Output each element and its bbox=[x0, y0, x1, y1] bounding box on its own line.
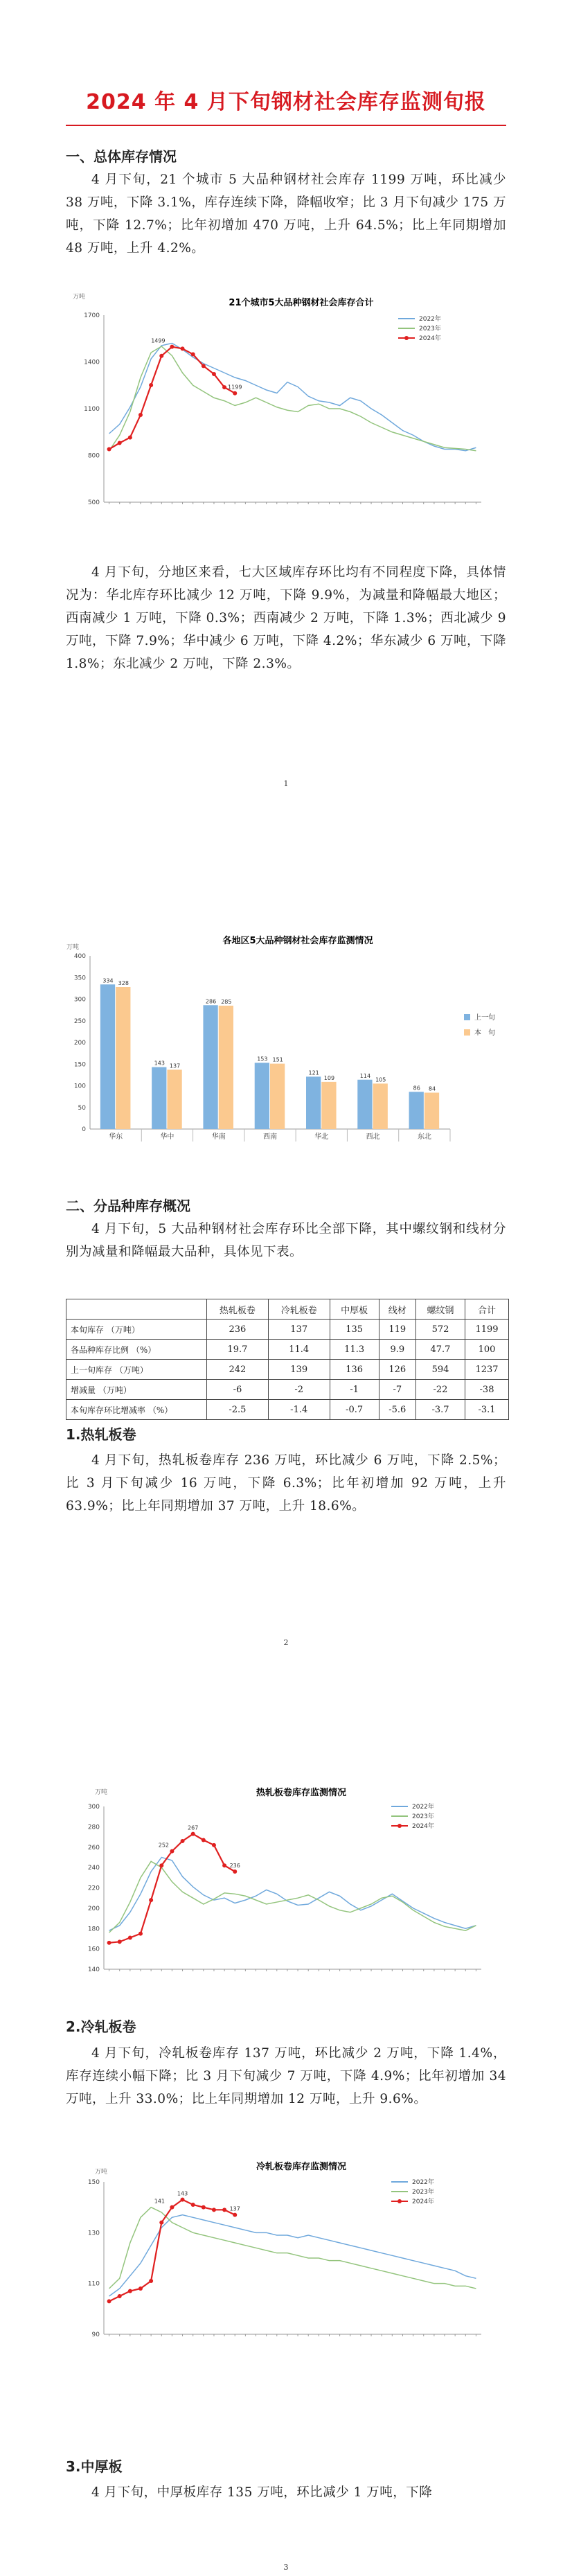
bar bbox=[409, 1092, 424, 1129]
series-point bbox=[128, 436, 132, 440]
y-tick-label: 280 bbox=[87, 1824, 100, 1831]
series-point bbox=[107, 2299, 111, 2303]
table-cell: 47.7 bbox=[415, 1340, 465, 1360]
table-cell: 100 bbox=[465, 1340, 509, 1360]
legend-label: 2023年 bbox=[412, 1813, 434, 1820]
series-point bbox=[138, 413, 143, 417]
title-divider bbox=[66, 125, 506, 126]
table-row-label: 本旬库存环比增减率 （%） bbox=[66, 1400, 207, 1420]
legend-label: 上一旬 bbox=[474, 1014, 495, 1022]
y-tick-label: 140 bbox=[87, 1966, 100, 1973]
page-number-3: 3 bbox=[283, 2563, 289, 2572]
table-cell: -3.1 bbox=[465, 1400, 509, 1420]
table-row-label: 增减量 （万吨） bbox=[66, 1380, 207, 1400]
table-header-cell: 线材 bbox=[379, 1299, 415, 1320]
bar bbox=[167, 1069, 181, 1129]
bar-value-label: 286 bbox=[205, 998, 217, 1005]
hot-rolled-chart bbox=[66, 1780, 509, 1995]
legend-label: 2024年 bbox=[412, 1823, 434, 1830]
bar bbox=[321, 1082, 336, 1129]
category-label: 西南 bbox=[263, 1133, 277, 1141]
category-label: 西北 bbox=[366, 1133, 380, 1141]
table-cell: 139 bbox=[268, 1360, 330, 1380]
plate-heading: 3.中厚板 bbox=[66, 2458, 123, 2475]
data-label: 252 bbox=[158, 1842, 170, 1849]
section1-para1: 4 月下旬，21 个城市 5 大品种钢材社会库存 1199 万吨，环比减少 38 万吨，下降 3.1%，库存连续下降，降幅收窄；比 3 月下旬减少 175 万吨，下降 12.7%；比年初增加 470 万吨，上升 64.5%；比上年同期增加 48 万吨，上升 4.2%。 bbox=[66, 172, 506, 256]
y-tick-label: 300 bbox=[73, 996, 86, 1004]
y-tick-label: 1700 bbox=[84, 312, 100, 319]
bar bbox=[219, 1006, 233, 1129]
legend-label: 2022年 bbox=[412, 2179, 434, 2186]
hot-rolled-para: 4 月下旬，热轧板卷库存 236 万吨，环比减少 6 万吨，下降 2.5%；比 3 月下旬减少 16 万吨，下降 6.3%；比年初增加 92 万吨，上升 63.9%；比上年同期增加 37 万吨，上升 18.6%。 bbox=[66, 1453, 506, 1513]
y-tick-label: 200 bbox=[73, 1040, 86, 1047]
legend-label: 本 旬 bbox=[474, 1029, 495, 1037]
y-tick-label: 220 bbox=[87, 1885, 100, 1892]
table-cell: 126 bbox=[379, 1360, 415, 1380]
cold-rolled-heading: 2.冷轧板卷 bbox=[66, 2018, 136, 2035]
category-label: 东北 bbox=[417, 1133, 431, 1141]
table-cell: 136 bbox=[330, 1360, 379, 1380]
y-tick-label: 0 bbox=[82, 1126, 86, 1133]
legend-label: 2023年 bbox=[412, 2189, 434, 2196]
bar-value-label: 105 bbox=[375, 1076, 386, 1083]
legend-label: 2022年 bbox=[419, 316, 441, 323]
series-point bbox=[170, 345, 174, 349]
legend-swatch bbox=[464, 1029, 470, 1036]
bar-value-label: 328 bbox=[118, 980, 129, 986]
data-label: 143 bbox=[177, 2190, 188, 2197]
chart3-ylabel: 万吨 bbox=[95, 1789, 108, 1796]
page-number-1: 1 bbox=[283, 779, 289, 788]
table-cell: 1199 bbox=[465, 1320, 509, 1340]
y-tick-label: 50 bbox=[78, 1104, 86, 1112]
section1-heading: 一、总体库存情况 bbox=[66, 148, 177, 165]
table-cell: 11.3 bbox=[330, 1340, 379, 1360]
series-point bbox=[128, 2289, 132, 2293]
series-point bbox=[233, 391, 237, 396]
legend-label: 2024年 bbox=[419, 335, 441, 342]
y-tick-label: 100 bbox=[73, 1083, 86, 1090]
series-line-1 bbox=[109, 346, 476, 451]
series-point bbox=[191, 352, 195, 356]
data-label: 267 bbox=[188, 1824, 199, 1831]
bar bbox=[152, 1067, 166, 1129]
page-number-2: 2 bbox=[283, 1638, 289, 1647]
chart2-ylabel: 万吨 bbox=[66, 944, 80, 951]
y-tick-label: 500 bbox=[87, 499, 100, 506]
series-point bbox=[181, 1839, 185, 1843]
y-tick-label: 200 bbox=[87, 1905, 100, 1912]
table-cell: -5.6 bbox=[379, 1400, 415, 1420]
legend-label: 2022年 bbox=[412, 1804, 434, 1811]
table-row-label: 本旬库存 （万吨） bbox=[66, 1320, 207, 1340]
bar bbox=[270, 1064, 285, 1129]
chart1-ylabel: 万吨 bbox=[73, 294, 86, 301]
data-label: 1499 bbox=[151, 337, 166, 344]
bar-value-label: 137 bbox=[169, 1063, 181, 1069]
table-cell: 19.7 bbox=[207, 1340, 269, 1360]
table-cell: 11.4 bbox=[268, 1340, 330, 1360]
table-cell: -2.5 bbox=[207, 1400, 269, 1420]
series-point bbox=[233, 1869, 237, 1874]
y-tick-label: 250 bbox=[73, 1018, 86, 1025]
table-header-cell: 螺纹钢 bbox=[415, 1299, 465, 1320]
table-header-cell: 合计 bbox=[465, 1299, 509, 1320]
series-point bbox=[118, 2294, 122, 2298]
series-point bbox=[170, 1849, 174, 1854]
table-row-label: 上一旬库存 （万吨） bbox=[66, 1360, 207, 1380]
legend-label: 2023年 bbox=[419, 326, 441, 332]
data-label: 137 bbox=[229, 2205, 240, 2212]
y-tick-label: 1400 bbox=[84, 359, 100, 366]
table-cell: -22 bbox=[415, 1380, 465, 1400]
series-point bbox=[128, 1935, 132, 1939]
table-cell: -1.4 bbox=[268, 1400, 330, 1420]
regional-inventory-chart bbox=[62, 928, 519, 1157]
table-cell: -2 bbox=[268, 1380, 330, 1400]
report-title: 2024 年 4 月下旬钢材社会库存监测旬报 bbox=[86, 90, 486, 114]
series-line-0 bbox=[109, 2215, 476, 2296]
table-cell: -38 bbox=[465, 1380, 509, 1400]
series-point bbox=[138, 1932, 143, 1936]
bar bbox=[255, 1063, 269, 1129]
y-tick-label: 160 bbox=[87, 1946, 100, 1953]
series-point bbox=[233, 2213, 237, 2217]
series-point bbox=[212, 1843, 216, 1847]
bar-value-label: 121 bbox=[308, 1069, 319, 1076]
bar bbox=[373, 1083, 388, 1129]
y-tick-label: 800 bbox=[87, 452, 100, 460]
table-cell: 236 bbox=[207, 1320, 269, 1340]
section2-para: 4 月下旬，5 大品种钢材社会库存环比全部下降，其中螺纹钢和线材分别为减量和降幅最大品种，具体见下表。 bbox=[66, 1222, 506, 1259]
table-cell: 135 bbox=[330, 1320, 379, 1340]
series-line-1 bbox=[109, 1861, 476, 1933]
legend-label: 2024年 bbox=[412, 2199, 434, 2205]
y-tick-label: 110 bbox=[87, 2280, 100, 2288]
section2-heading: 二、分品种库存概况 bbox=[66, 1198, 190, 1214]
y-tick-label: 260 bbox=[87, 1844, 100, 1851]
chart3-title: 热轧板卷库存监测情况 bbox=[256, 1788, 347, 1798]
series-point bbox=[118, 441, 122, 445]
series-point bbox=[191, 1832, 195, 1836]
series-point bbox=[222, 385, 226, 389]
inventory-table bbox=[66, 1299, 509, 1420]
data-label: 1199 bbox=[228, 384, 242, 391]
bar-value-label: 334 bbox=[102, 977, 114, 984]
series-point bbox=[118, 1939, 122, 1944]
series-point bbox=[212, 372, 216, 376]
chart4-title: 冷轧板卷库存监测情况 bbox=[256, 2162, 347, 2172]
table-row bbox=[66, 1340, 509, 1360]
table-cell: 572 bbox=[415, 1320, 465, 1340]
bar bbox=[116, 987, 130, 1129]
bar bbox=[100, 984, 115, 1129]
hot-rolled-heading: 1.热轧板卷 bbox=[66, 1426, 136, 1443]
cold-rolled-chart bbox=[66, 2154, 509, 2362]
table-cell: -0.7 bbox=[330, 1400, 379, 1420]
bar-value-label: 114 bbox=[359, 1072, 371, 1079]
series-point bbox=[138, 2286, 143, 2291]
category-label: 华东 bbox=[109, 1133, 123, 1141]
y-tick-label: 300 bbox=[87, 1804, 100, 1811]
y-tick-label: 240 bbox=[87, 1865, 100, 1872]
series-point bbox=[159, 2221, 163, 2225]
chart4-ylabel: 万吨 bbox=[95, 2169, 108, 2176]
table-header-cell: 热轧板卷 bbox=[207, 1299, 269, 1320]
section1-para2: 4 月下旬，分地区来看，七大区域库存环比均有不同程度下降，具体情况为：华北库存环比减少 12 万吨，下降 9.9%，为减量和降幅最大地区；西南减少 1 万吨，下降 0.3%；西南减少 2 万吨，下降 1.3%；西北减少 9 万吨，下降 7.9%；华中减少 6 万吨，下降 4.2%；华东减少 6 万吨，下降 1.8%；东北减少 2 万吨，下降 2.3%。 bbox=[66, 565, 506, 671]
bar-value-label: 86 bbox=[413, 1085, 420, 1092]
series-line-0 bbox=[109, 1857, 476, 1930]
table-header-cell: 冷轧板卷 bbox=[268, 1299, 330, 1320]
table-cell: -1 bbox=[330, 1380, 379, 1400]
series-point bbox=[181, 346, 185, 350]
chart1-title: 21个城市5大品种钢材社会库存合计 bbox=[229, 298, 374, 308]
series-point bbox=[202, 1838, 206, 1842]
y-tick-label: 150 bbox=[73, 1061, 86, 1069]
series-point bbox=[202, 364, 206, 368]
bar-value-label: 109 bbox=[323, 1074, 335, 1081]
legend-marker bbox=[404, 336, 409, 340]
total-inventory-chart bbox=[66, 287, 509, 544]
series-point bbox=[202, 2205, 206, 2210]
series-point bbox=[170, 2205, 174, 2210]
bar bbox=[203, 1005, 217, 1129]
data-label: 236 bbox=[229, 1863, 240, 1869]
table-cell: 119 bbox=[379, 1320, 415, 1340]
bar-value-label: 285 bbox=[221, 998, 232, 1005]
table-header-row bbox=[66, 1299, 509, 1320]
table-cell: 137 bbox=[268, 1320, 330, 1340]
chart2-title: 各地区5大品种钢材社会库存监测情况 bbox=[222, 936, 373, 946]
table-cell: 594 bbox=[415, 1360, 465, 1380]
category-label: 华中 bbox=[160, 1133, 175, 1141]
series-point bbox=[212, 2208, 216, 2212]
bar bbox=[306, 1076, 321, 1129]
legend-marker bbox=[397, 2199, 402, 2203]
table-header-cell bbox=[66, 1299, 207, 1320]
table-row bbox=[66, 1400, 509, 1420]
series-line-0 bbox=[109, 344, 476, 451]
table-cell: -6 bbox=[207, 1380, 269, 1400]
legend-marker bbox=[397, 1824, 402, 1828]
bar bbox=[424, 1093, 439, 1130]
bar bbox=[357, 1080, 372, 1129]
series-point bbox=[181, 2198, 185, 2202]
table-cell: -7 bbox=[379, 1380, 415, 1400]
series-point bbox=[107, 1941, 111, 1945]
table-cell: 9.9 bbox=[379, 1340, 415, 1360]
bar-value-label: 153 bbox=[257, 1056, 268, 1063]
y-tick-label: 90 bbox=[91, 2331, 100, 2338]
series-point bbox=[159, 354, 163, 358]
bar-value-label: 84 bbox=[428, 1085, 436, 1092]
y-tick-label: 180 bbox=[87, 1926, 100, 1933]
y-tick-label: 150 bbox=[87, 2179, 100, 2186]
bar-value-label: 151 bbox=[272, 1056, 283, 1063]
series-point bbox=[149, 383, 153, 387]
table-cell: 242 bbox=[207, 1360, 269, 1380]
series-point bbox=[159, 1863, 163, 1867]
series-point bbox=[222, 2208, 226, 2212]
table-row bbox=[66, 1320, 509, 1340]
bar-value-label: 143 bbox=[154, 1060, 165, 1067]
category-label: 华北 bbox=[314, 1133, 329, 1141]
series-point bbox=[149, 2279, 153, 2283]
table-cell: 1237 bbox=[465, 1360, 509, 1380]
y-tick-label: 350 bbox=[73, 975, 86, 982]
series-point bbox=[107, 447, 111, 452]
category-label: 华南 bbox=[211, 1133, 226, 1141]
table-row-label: 各品种库存比例 （%） bbox=[66, 1340, 207, 1360]
y-tick-label: 1100 bbox=[84, 406, 100, 413]
legend-swatch bbox=[464, 1014, 470, 1020]
data-label: 141 bbox=[154, 2198, 166, 2205]
series-point bbox=[191, 2203, 195, 2207]
series-point bbox=[149, 1898, 153, 1902]
cold-rolled-para: 4 月下旬，冷轧板卷库存 137 万吨，环比减少 2 万吨，下降 1.4%，库存连续小幅下降；比 3 月下旬减少 7 万吨，下降 4.9%；比年初增加 34 万吨，上升 33.0%；比上年同期增加 12 万吨，上升 9.6%。 bbox=[66, 2046, 506, 2106]
series-point bbox=[222, 1863, 226, 1867]
table-cell: -3.7 bbox=[415, 1400, 465, 1420]
table-row bbox=[66, 1380, 509, 1400]
table-row bbox=[66, 1360, 509, 1380]
y-tick-label: 130 bbox=[87, 2230, 100, 2237]
plate-para: 4 月下旬，中厚板库存 135 万吨，环比减少 1 万吨，下降 bbox=[91, 2485, 433, 2500]
table-header-cell: 中厚板 bbox=[330, 1299, 379, 1320]
y-tick-label: 400 bbox=[73, 953, 86, 960]
